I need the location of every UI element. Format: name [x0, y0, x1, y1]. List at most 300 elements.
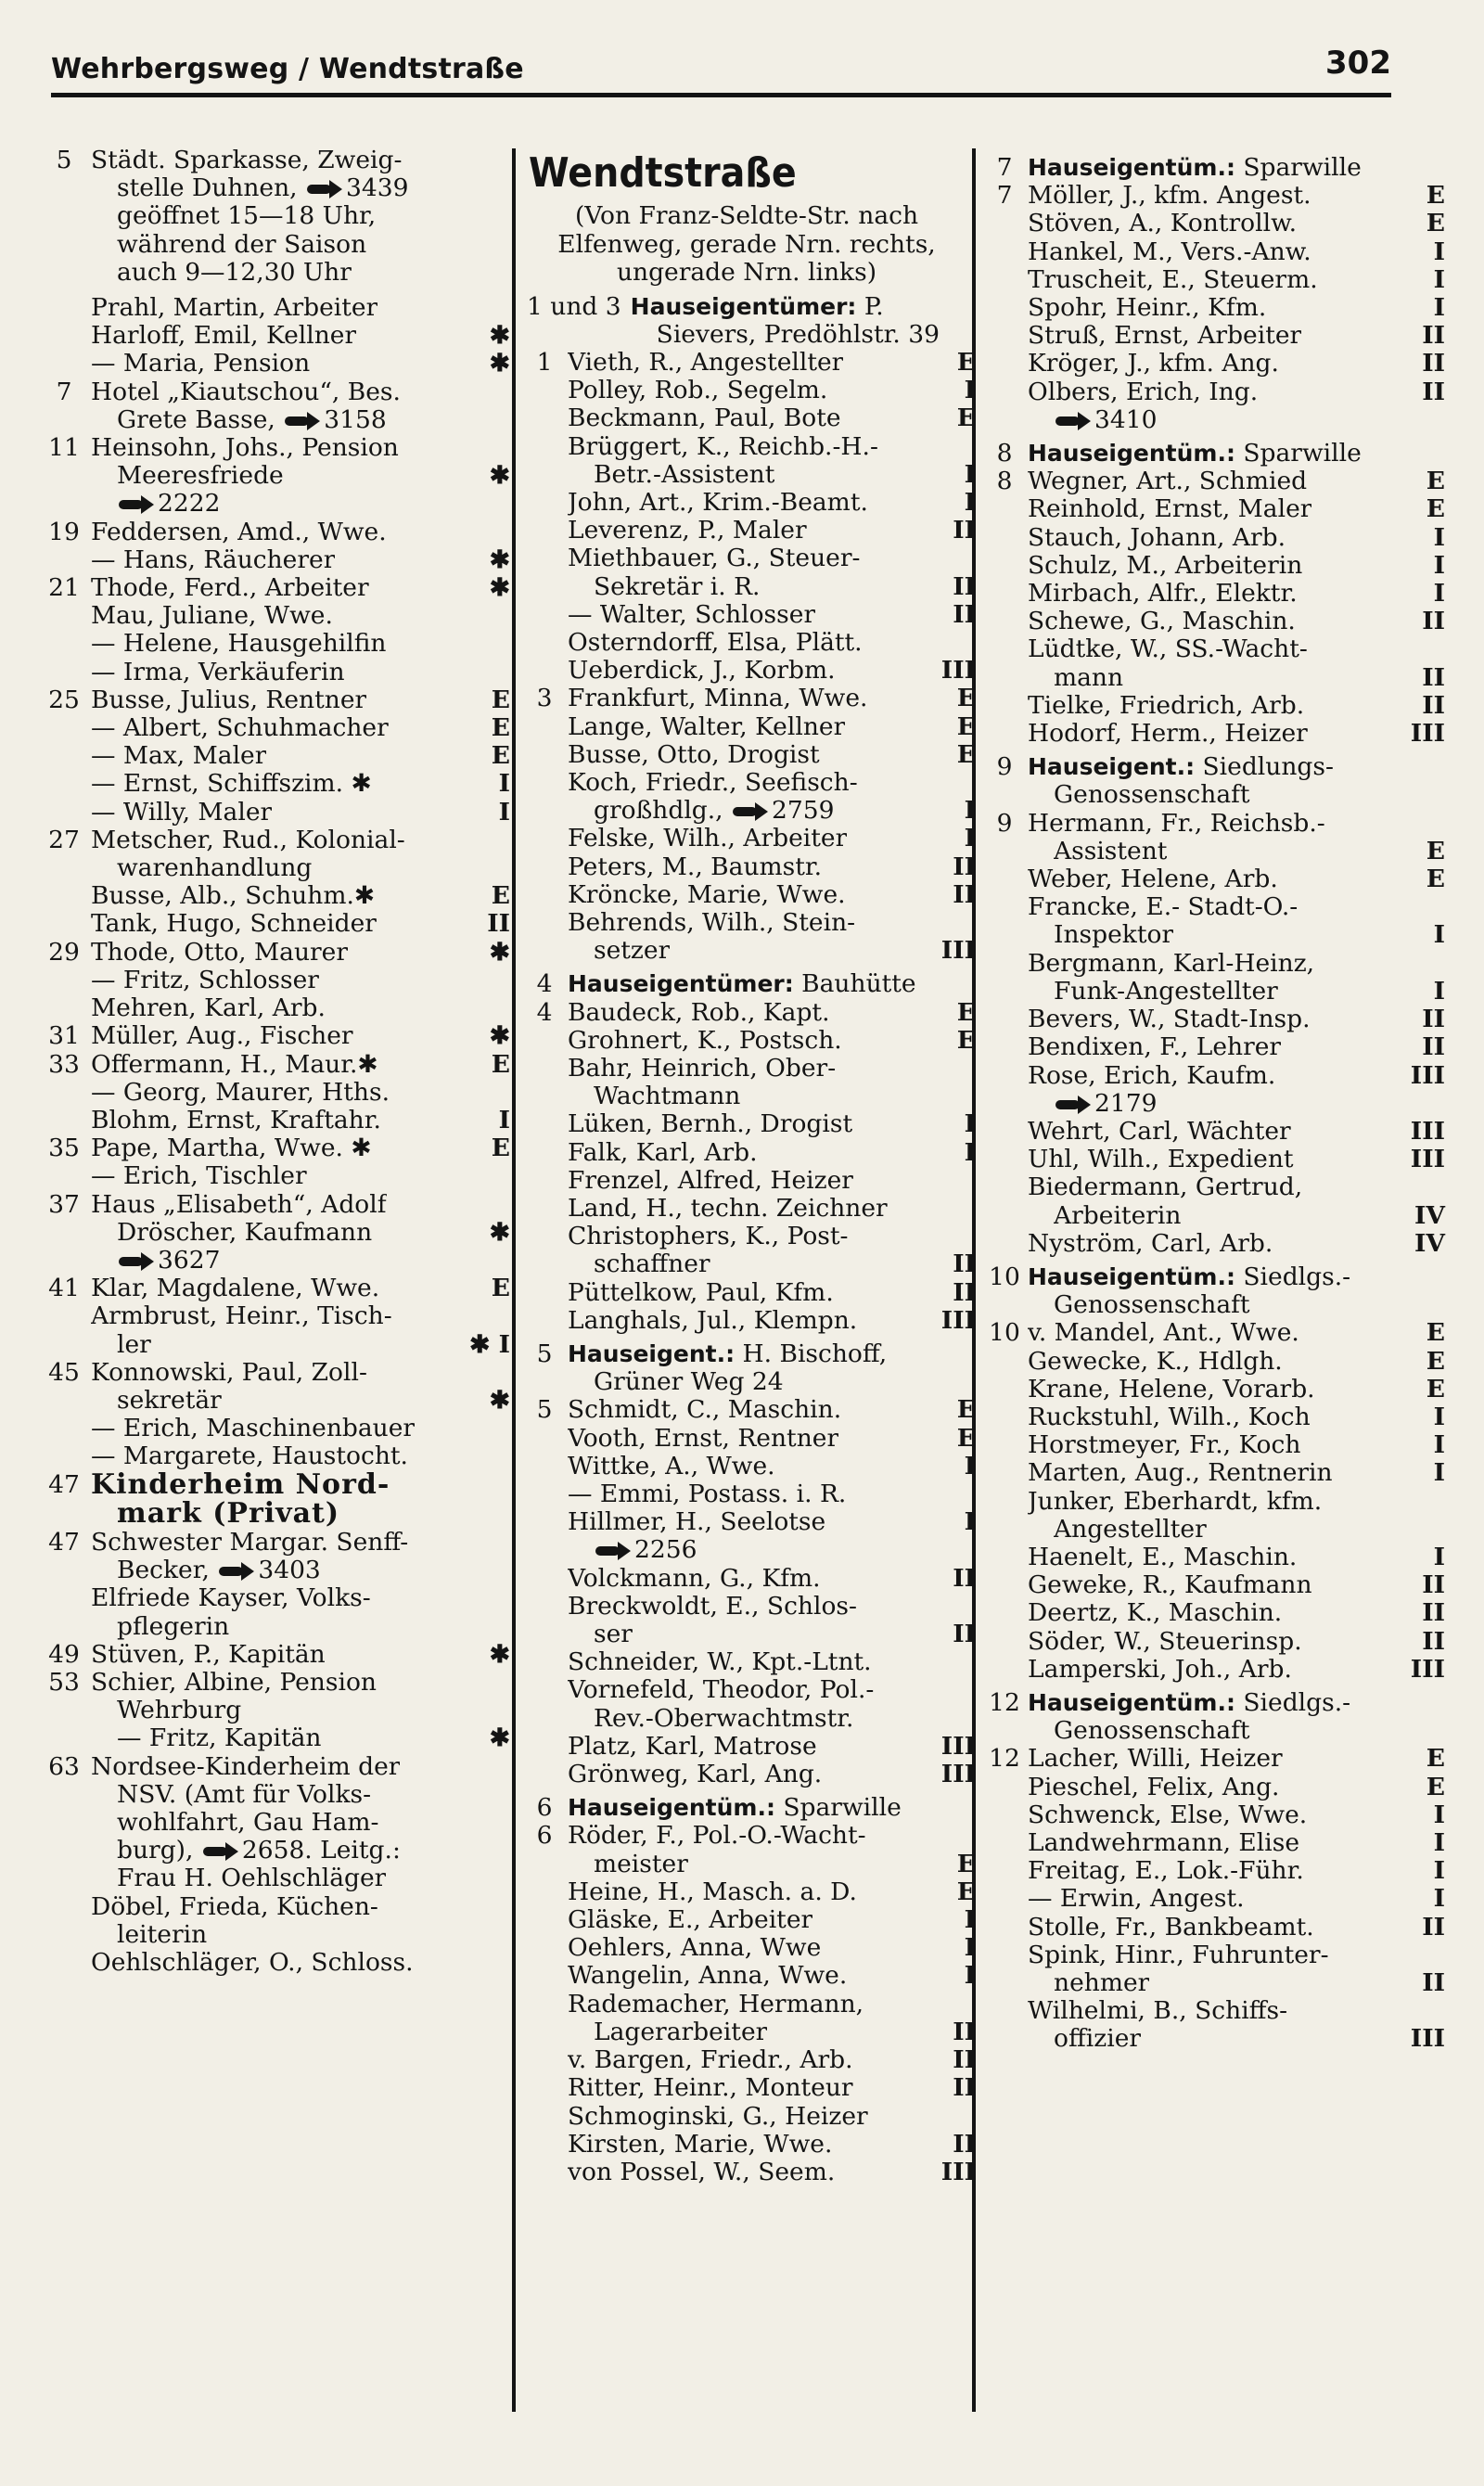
resident-entry [37, 1893, 510, 1978]
entry-text [117, 854, 312, 882]
floor-mark: II [1422, 349, 1445, 378]
entry-line [1028, 838, 1445, 865]
name-text: stelle Duhnen, [117, 174, 306, 203]
entry-body [91, 1669, 510, 1753]
name-text: Assistent [1054, 837, 1168, 865]
house-number: 19 [48, 517, 80, 546]
floor-mark: III [940, 2157, 976, 2186]
floor-mark [503, 1584, 510, 1612]
entry-line [91, 1275, 510, 1302]
name-text: großhdlg., [594, 797, 732, 826]
entry-text [568, 601, 815, 629]
entry-line [568, 825, 976, 852]
name-text: Metscher, Rud., Kolonial- [91, 826, 405, 854]
entry-line [91, 1387, 510, 1415]
floor-mark: III [1410, 1654, 1445, 1684]
name-text: Baudeck, Rob., Kapt. [568, 998, 830, 1027]
entry-line [1028, 1857, 1445, 1885]
name-text: Heinsohn, Johs., Pension [91, 434, 399, 463]
house-number: 6 [536, 1821, 553, 1851]
entry-line [568, 1195, 976, 1223]
resident-entry [37, 378, 510, 434]
entry-text [1054, 1090, 1157, 1118]
entry-text [1028, 893, 1298, 921]
entry-text [91, 350, 310, 378]
entry-line [631, 293, 976, 321]
entry-text [117, 462, 284, 490]
floor-mark: II [953, 516, 976, 545]
entry-line [91, 714, 510, 742]
owner-label: Hauseigentüm.: [1028, 1688, 1235, 1716]
entry-text [1028, 1459, 1333, 1487]
floor-mark [1438, 440, 1445, 468]
floor-mark: I [1433, 264, 1445, 294]
entry-text [117, 1557, 321, 1584]
entry-text [1054, 781, 1250, 809]
floor-mark: E [1426, 1346, 1445, 1376]
house-number: 21 [48, 573, 80, 603]
house-number: 5 [56, 146, 72, 174]
entry-line [568, 1962, 976, 1990]
entry-line [1028, 635, 1445, 663]
entry-text [631, 293, 884, 321]
entry-line [1028, 524, 1445, 552]
entry-text [594, 573, 760, 601]
owner-entry [521, 293, 976, 349]
resident-entry [37, 686, 510, 827]
entry-line [1028, 1319, 1445, 1347]
entry-text [1028, 440, 1362, 468]
name-text: Rose, Erich, Kaufm. [1028, 1061, 1276, 1090]
entry-text [594, 1083, 740, 1110]
entry-text [117, 174, 409, 202]
entry-text [91, 630, 386, 658]
floor-mark: IV [1414, 1200, 1445, 1230]
entry-line [568, 685, 976, 712]
floor-mark [503, 259, 510, 287]
entry-body [1028, 753, 1445, 809]
entry-line [568, 1794, 976, 1822]
entry-line [568, 1508, 976, 1536]
entry-text [568, 2131, 832, 2159]
phone-number: 3627 [158, 1246, 221, 1275]
entry-text [1028, 1571, 1312, 1599]
entry-body [1028, 1263, 1445, 1319]
floor-mark: ✱ [489, 1639, 510, 1669]
entry-line [568, 377, 976, 404]
entry-text [91, 1753, 400, 1781]
name-text: Land, H., techn. Zeichner [568, 1195, 888, 1223]
entry-text [594, 1851, 688, 1878]
floor-mark [503, 1921, 510, 1949]
entry-line [568, 2159, 976, 2186]
name-text: Müller, Aug., Fischer [91, 1022, 353, 1051]
entry-line [1028, 350, 1445, 378]
floor-mark: ✱ [489, 461, 510, 491]
phone-number: 2759 [772, 797, 835, 826]
entry-line [1028, 1829, 1445, 1857]
entry-text [594, 1368, 784, 1396]
floor-mark [503, 1471, 510, 1500]
entry-text [568, 881, 846, 909]
name-text: Landwehrmann, Elise [1028, 1828, 1300, 1857]
house-number: 35 [48, 1134, 80, 1163]
telephone-arrow-icon [733, 805, 768, 818]
floor-mark: III [940, 936, 976, 966]
entry-text [117, 490, 220, 518]
entry-text [91, 574, 369, 602]
owner-label: Hauseigentüm.: [1028, 1262, 1235, 1290]
entry-body [91, 1191, 510, 1275]
entry-body [91, 939, 510, 994]
name-text: Meeresfriede [117, 462, 284, 491]
entry-text [1028, 1941, 1329, 1969]
entry-line [568, 1396, 976, 1424]
entry-text [1028, 1599, 1282, 1627]
floor-mark [503, 1415, 510, 1442]
name-text: Beckmann, Paul, Bote [568, 404, 841, 433]
floor-mark: E [956, 1849, 976, 1878]
floor-mark [1438, 154, 1445, 182]
entry-line [1028, 182, 1445, 210]
name-text: Lange, Walter, Kellner [568, 712, 846, 741]
house-number: 41 [48, 1274, 80, 1303]
name-text: — Walter, Schlosser [568, 600, 816, 629]
name-text: Olbers, Erich, Ing. [1028, 378, 1259, 406]
name-text: Haenelt, E., Maschin. [1028, 1543, 1298, 1571]
entry-text [1028, 238, 1311, 266]
resident-entry [981, 810, 1445, 1258]
entry-body [91, 882, 510, 938]
entry-line [1028, 1516, 1445, 1544]
floor-mark: E [1426, 181, 1445, 211]
entry-text [1028, 865, 1278, 893]
entry-body [568, 685, 976, 965]
owner-label: Hauseigentüm.: [1028, 440, 1235, 468]
entry-body [91, 686, 510, 827]
entry-text [1054, 1969, 1149, 1997]
house-number: 1 und 3 [527, 291, 621, 321]
floor-mark: E [1426, 1374, 1445, 1403]
entry-text [91, 770, 372, 798]
entry-text [568, 1934, 821, 1962]
entry-text [1028, 1801, 1307, 1829]
entry-line [1028, 950, 1445, 978]
resident-entry [981, 1745, 1445, 2053]
name-text: Vornefeld, Theodor, Pol.- [568, 1676, 875, 1705]
floor-mark [1438, 1717, 1445, 1745]
name-text: Sparwille [1235, 440, 1362, 468]
entry-text [1028, 350, 1279, 378]
entry-line [1028, 1062, 1445, 1090]
name-text: Haus „Elisabeth“, Adolf [91, 1190, 387, 1219]
name-text: Schier, Albine, Pension [91, 1668, 377, 1697]
name-text: Felske, Wilh., Arbeiter [568, 825, 848, 853]
entry-body [91, 1275, 510, 1359]
entry-text [1054, 1291, 1250, 1319]
name-text: Krane, Helene, Vorarb. [1028, 1375, 1315, 1403]
name-text: Stöven, A., Kontrollw. [1028, 210, 1298, 238]
house-number: 5 [536, 1395, 553, 1425]
entry-text [1028, 1488, 1322, 1516]
entry-line [568, 1139, 976, 1167]
entry-line [91, 350, 510, 378]
entry-text [568, 1055, 836, 1083]
floor-mark: II [953, 571, 976, 601]
entry-line [1028, 1403, 1445, 1431]
entry-line [91, 1921, 510, 1949]
name-text: mark (Privat) [117, 1499, 340, 1529]
entry-text [568, 629, 863, 657]
floor-mark: E [1426, 209, 1445, 238]
name-text: Mirbach, Alfr., Elektr. [1028, 580, 1298, 609]
telephone-arrow-icon [1055, 1098, 1091, 1111]
entry-line [1028, 266, 1445, 294]
name-text: Bevers, W., Stadt-Insp. [1028, 1006, 1311, 1034]
column-2 [512, 148, 976, 2412]
floor-mark: III [940, 1731, 976, 1761]
entry-text [91, 1584, 371, 1612]
name-text: Struß, Ernst, Arbeiter [1028, 322, 1302, 351]
entry-text [568, 825, 847, 852]
name-text: Inspektor [1054, 921, 1174, 950]
entry-text [91, 1641, 326, 1669]
name-text: Biedermann, Gertrud, [1028, 1173, 1303, 1202]
entry-line [568, 797, 976, 825]
entry-text [117, 1809, 378, 1837]
entry-body [568, 349, 976, 685]
resident-entry [37, 1529, 510, 1584]
name-text: Schulz, M., Arbeiterin [1028, 551, 1303, 580]
house-number: 45 [48, 1357, 80, 1387]
entry-line [91, 546, 510, 574]
name-text: Sievers, Predöhlstr. 39 [656, 320, 940, 349]
entry-line [1028, 1090, 1445, 1118]
floor-mark: E [956, 1423, 976, 1453]
entry-line [1028, 1202, 1445, 1230]
floor-mark: I [964, 824, 976, 853]
floor-mark: II [953, 2073, 976, 2103]
name-text: Francke, E.- Stadt-O.- [1028, 893, 1298, 922]
name-text: Betr.-Assistent [594, 460, 775, 489]
name-text: Harloff, Emil, Kellner [91, 322, 357, 351]
entry-text [1028, 154, 1362, 182]
floor-mark: ✱ [489, 321, 510, 351]
floor-mark: III [940, 656, 976, 686]
floor-mark: I [1433, 1800, 1445, 1829]
entry-line [568, 545, 976, 572]
entry-text [1054, 1516, 1207, 1544]
entry-line [568, 1480, 976, 1508]
floor-mark [503, 378, 510, 406]
name-text: offizier [1054, 2025, 1142, 2054]
name-text: von Possel, W., Seem. [568, 2158, 836, 2186]
name-text: Koch, Friedr., Seefisch- [568, 768, 858, 797]
entry-line [1028, 1717, 1445, 1745]
entry-line [1028, 580, 1445, 608]
name-text: — Margarete, Haustocht. [91, 1442, 408, 1471]
entry-line [568, 349, 976, 377]
name-text: Miethbauer, G., Steuer- [568, 545, 861, 573]
entry-line [568, 1425, 976, 1453]
entry-line [568, 999, 976, 1027]
entry-text [1028, 1118, 1291, 1146]
name-text: Städt. Sparkasse, Zweig- [91, 147, 403, 174]
name-text: Wilhelmi, B., Schiffs- [1028, 1997, 1288, 2026]
entry-text [1028, 552, 1302, 580]
owner-label: Hauseigent.: [1028, 753, 1196, 781]
entry-text [568, 1794, 902, 1822]
column-1 [37, 147, 510, 1977]
entry-text [91, 1471, 390, 1500]
entry-text [91, 147, 402, 174]
entry-text [568, 1167, 853, 1195]
name-text: Rev.-Oberwachtmstr. [594, 1704, 854, 1733]
entry-line [568, 1223, 976, 1250]
name-text: Röder, F., Pol.-O.-Wacht- [568, 1822, 866, 1851]
name-text: Nordsee-Kinderheim der [91, 1752, 401, 1781]
entry-line [568, 1368, 976, 1396]
resident-entry [37, 434, 510, 519]
resident-entry [37, 574, 510, 602]
name-text: v. Bargen, Friedr., Arb. [568, 2046, 853, 2075]
entry-text [1028, 1376, 1315, 1403]
entry-text [568, 349, 843, 377]
entry-line [631, 321, 976, 349]
floor-mark: I [964, 376, 976, 405]
entry-body [1028, 1689, 1445, 1745]
house-number: 29 [48, 937, 80, 967]
floor-mark [503, 406, 510, 434]
resident-entry [37, 602, 510, 686]
resident-entry [521, 349, 976, 685]
name-text: Schwester Margar. Senff- [91, 1528, 409, 1557]
floor-mark: I [498, 797, 510, 827]
entry-line [568, 601, 976, 629]
entry-line [91, 1359, 510, 1387]
entry-text [568, 545, 860, 572]
entry-line [91, 202, 510, 230]
resident-entry [37, 1191, 510, 1275]
name-text: Geweke, R., Kaufmann [1028, 1571, 1312, 1600]
house-number: 47 [48, 1527, 80, 1557]
telephone-arrow-icon [219, 1565, 254, 1578]
name-text: — Willy, Maler [91, 798, 273, 827]
name-text: ser [594, 1621, 633, 1649]
entry-line [1028, 753, 1445, 781]
name-text: meister [594, 1850, 688, 1878]
house-number: 49 [48, 1639, 80, 1669]
entry-text [1028, 1857, 1304, 1885]
house-number: 25 [48, 685, 80, 714]
entry-line [568, 769, 976, 797]
floor-mark: ✱ [489, 349, 510, 378]
house-number: 12 [989, 1687, 1020, 1717]
entry-line [1028, 810, 1445, 838]
entry-line [568, 2103, 976, 2131]
entry-line [1028, 1488, 1445, 1516]
name-text: Stauch, Johann, Arb. [1028, 523, 1286, 552]
floor-mark: I [1433, 1827, 1445, 1857]
entry-line [568, 741, 976, 769]
entry-text [1028, 1263, 1350, 1291]
entry-text [91, 1669, 377, 1697]
entry-text [1028, 580, 1298, 608]
name-text: Genossenschaft [1054, 1717, 1250, 1746]
name-text: Kirsten, Marie, Wwe. [568, 2130, 833, 2159]
entry-text [117, 202, 376, 230]
floor-mark [503, 1500, 510, 1529]
house-number: 3 [536, 684, 553, 713]
entry-line [1028, 1745, 1445, 1773]
floor-mark [503, 1781, 510, 1809]
entry-text [568, 853, 822, 881]
entry-line [568, 1536, 976, 1564]
entry-line [568, 1340, 976, 1368]
name-text: Christophers, K., Post- [568, 1223, 849, 1251]
entry-text [91, 378, 401, 406]
floor-mark [1438, 635, 1445, 663]
floor-mark [503, 174, 510, 202]
entry-line [568, 1676, 976, 1704]
floor-mark: I [1433, 1542, 1445, 1571]
house-number [37, 294, 91, 378]
floor-mark [503, 519, 510, 546]
house-number: 7 [56, 377, 72, 406]
name-text: Angestellter [1054, 1515, 1207, 1544]
floor-mark: E [491, 881, 510, 911]
entry-line [91, 1864, 510, 1892]
floor-mark: I [964, 796, 976, 826]
name-text: Genossenschaft [1054, 1291, 1250, 1320]
telephone-arrow-icon [1055, 415, 1091, 428]
entry-body [91, 1471, 510, 1529]
name-text: Elfriede Kayser, Volks- [91, 1584, 371, 1613]
entry-text [117, 259, 352, 287]
entry-text [594, 1705, 853, 1733]
floor-mark: E [956, 1877, 976, 1906]
name-text: Mau, Juliane, Wwe. [91, 602, 333, 631]
entry-line [91, 910, 510, 938]
name-text: während der Saison [117, 230, 367, 259]
phone-number: 3410 [1094, 405, 1158, 434]
floor-mark: III [940, 1760, 976, 1789]
floor-mark [503, 1669, 510, 1697]
name-text: Frenzel, Alfred, Heizer [568, 1166, 853, 1195]
entry-line [91, 1641, 510, 1669]
telephone-arrow-icon [285, 415, 320, 428]
entry-text [1028, 1033, 1281, 1061]
floor-mark: E [1426, 836, 1445, 865]
floor-mark: I [964, 1137, 976, 1167]
house-number: 47 [48, 1469, 80, 1499]
entry-line [568, 1851, 976, 1878]
entry-text [91, 602, 333, 630]
entry-text [1028, 1403, 1311, 1431]
name-text: Tielke, Friedrich, Arb. [1028, 691, 1305, 720]
entry-text [91, 1051, 378, 1079]
house-number: 4 [536, 969, 553, 999]
resident-entry [37, 1134, 510, 1190]
name-text: leiterin [117, 1920, 208, 1949]
floor-mark: E [491, 1134, 510, 1163]
floor-mark [1438, 810, 1445, 838]
entry-line [568, 461, 976, 489]
name-text: — Irma, Verkäuferin [91, 658, 345, 686]
phone-number: 2658. Leitg.: [241, 1837, 401, 1865]
house-number: 8 [996, 439, 1013, 468]
name-text: Feddersen, Amd., Wwe. [91, 518, 387, 546]
